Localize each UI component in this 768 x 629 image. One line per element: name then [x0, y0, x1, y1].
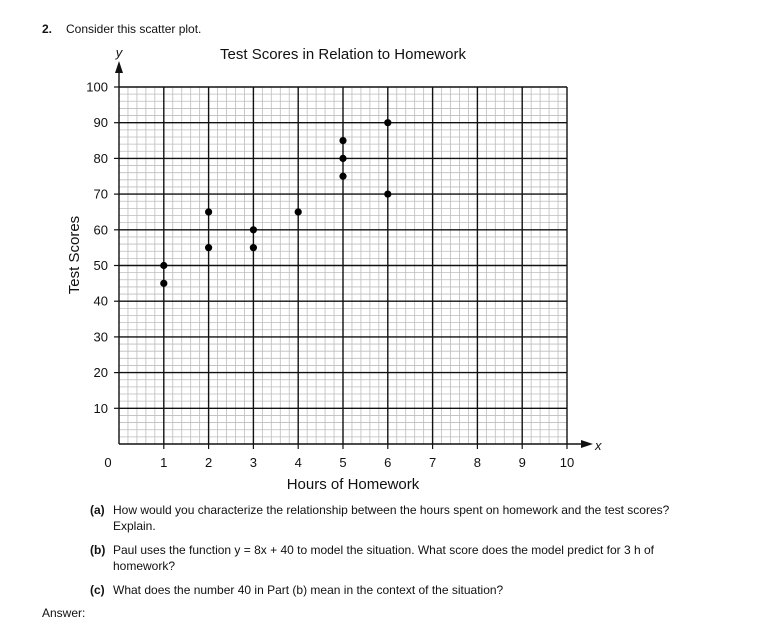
data-point	[384, 119, 391, 126]
x-tick-label: 2	[204, 455, 213, 470]
data-point	[339, 155, 346, 162]
x-tick-label: 10	[559, 455, 575, 470]
data-point	[160, 262, 167, 269]
data-point	[339, 137, 346, 144]
origin-label: 0	[104, 455, 112, 470]
x-axis-letter: x	[595, 438, 602, 453]
y-tick-label: 50	[93, 258, 108, 273]
answer-label: Answer:	[42, 606, 86, 620]
y-tick-label: 20	[93, 365, 108, 381]
y-tick-label: 30	[93, 329, 108, 345]
data-point	[339, 173, 346, 180]
part-b-text: Paul uses the function y = 8x + 40 to model the situation. What score does the model predict for 3 h of homework?	[113, 543, 654, 573]
part-b-label: (b)	[90, 543, 106, 557]
x-tick-label: 3	[249, 455, 258, 470]
data-point	[205, 244, 212, 251]
x-tick-label: 5	[339, 455, 347, 470]
part-b	[90, 542, 710, 574]
y-tick-label: 60	[93, 222, 108, 238]
axes	[114, 61, 593, 449]
data-point	[384, 191, 391, 198]
part-c	[90, 582, 710, 598]
data-point	[250, 244, 257, 251]
chart-title: Test Scores in Relation to Homework	[220, 46, 466, 63]
y-axis-title: Test Scores	[66, 215, 83, 295]
data-point	[295, 208, 302, 215]
part-c-text: What does the number 40 in Part (b) mean in the context of the situation?	[113, 583, 504, 597]
y-tick-label: 40	[93, 293, 108, 309]
part-c-label: (c)	[90, 583, 105, 597]
x-axis-arrow	[581, 440, 593, 448]
part-a	[90, 502, 710, 534]
y-tick-label: 70	[93, 186, 108, 202]
y-tick-label: 80	[93, 150, 108, 166]
x-tick-label: 9	[518, 455, 526, 470]
x-tick-label: 1	[160, 455, 168, 470]
y-tick-label: 10	[93, 400, 108, 416]
x-tick-label: 7	[428, 455, 437, 470]
x-tick-label: 6	[384, 455, 392, 470]
question-number: 2.	[42, 22, 53, 36]
question-prompt: Consider this scatter plot.	[66, 22, 202, 36]
data-point	[205, 208, 212, 215]
y-axis-letter: y	[115, 45, 123, 60]
part-a-label: (a)	[90, 503, 105, 517]
x-tick-label: 4	[294, 455, 302, 470]
data-point	[250, 226, 257, 233]
y-tick-label: 90	[93, 115, 108, 131]
part-a-text: How would you characterize the relationship between the hours spent on homework and the test scores? Explain.	[113, 503, 670, 533]
y-axis-arrow	[115, 61, 123, 73]
x-axis-title: Hours of Homework	[286, 476, 420, 493]
y-tick-label: 100	[86, 79, 108, 95]
data-point	[160, 280, 167, 287]
x-tick-label: 8	[473, 455, 482, 470]
